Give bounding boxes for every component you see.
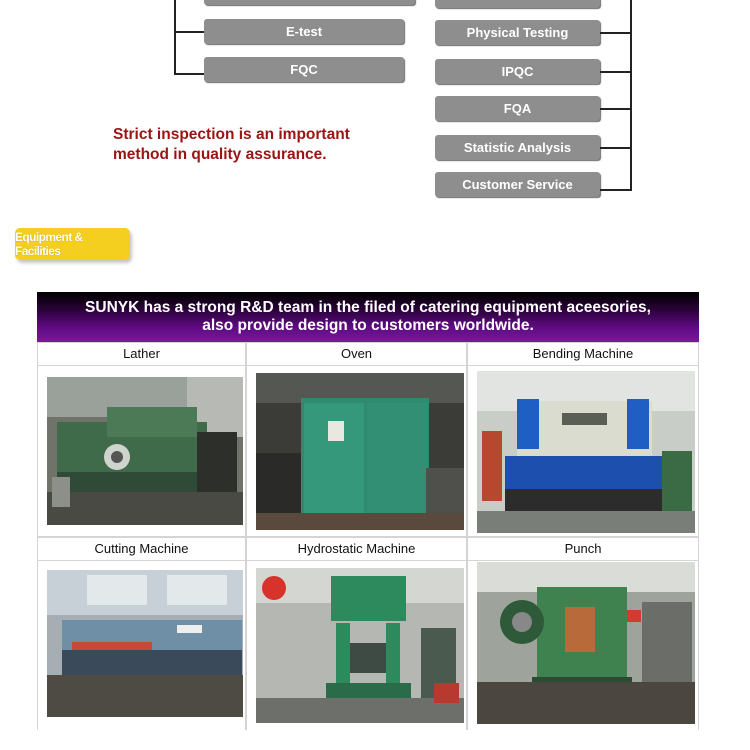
quality-note-line2: method in quality assurance. [113,146,327,163]
lathe-machine-photo [47,377,243,525]
flow-step-cropped [204,0,415,5]
flow-connector [174,73,204,75]
equipment-label: Hydrostatic Machine [247,538,466,561]
flow-connector [600,32,631,34]
equipment-cell-hydrostatic-machine [247,538,466,730]
flow-connector [174,0,176,75]
oven-photo [256,373,464,530]
flow-step-statistic-analysis: Statistic Analysis [435,135,600,160]
flow-step-e-test: E-test [204,19,404,44]
banner-line2: also provide design to customers worldwide. [202,317,534,334]
bending-machine-photo [477,371,695,533]
flow-step-customer-service: Customer Service [435,172,600,197]
banner-line1: SUNYK has a strong R&D team in the filed of catering equipment aceesories, [85,298,651,316]
flow-connector [174,31,204,33]
equipment-label: Oven [247,343,466,366]
hydrostatic-machine-photo [256,568,464,723]
section-badge: Equipment & Facilities [15,228,130,260]
equipment-table [37,292,699,730]
flow-connector [600,147,631,149]
quality-note-line1: Strict inspection is an important [113,126,350,143]
cutting-machine-photo [47,570,243,717]
equipment-cell-oven [247,343,466,536]
equipment-cell-bending-machine [468,343,698,536]
equipment-banner [37,292,699,342]
equipment-label: Lather [38,343,245,366]
flow-connector [630,0,632,191]
equipment-cell-lather [38,343,245,536]
punch-machine-photo [477,562,695,724]
equipment-label: Punch [468,538,698,561]
equipment-cell-cutting-machine [38,538,245,730]
flow-step-physical-testing: Physical Testing [435,20,600,45]
flow-connector [600,108,631,110]
equipment-cell-punch [468,538,698,730]
equipment-label: Cutting Machine [38,538,245,561]
flow-step-fqa: FQA [435,96,600,121]
flow-connector [600,71,631,73]
quality-note [113,125,350,165]
flow-step-ipqc: IPQC [435,59,600,84]
flow-step-fqc: FQC [204,57,404,82]
flow-step-cropped [435,0,600,8]
flow-connector [600,189,631,191]
equipment-label: Bending Machine [468,343,698,366]
